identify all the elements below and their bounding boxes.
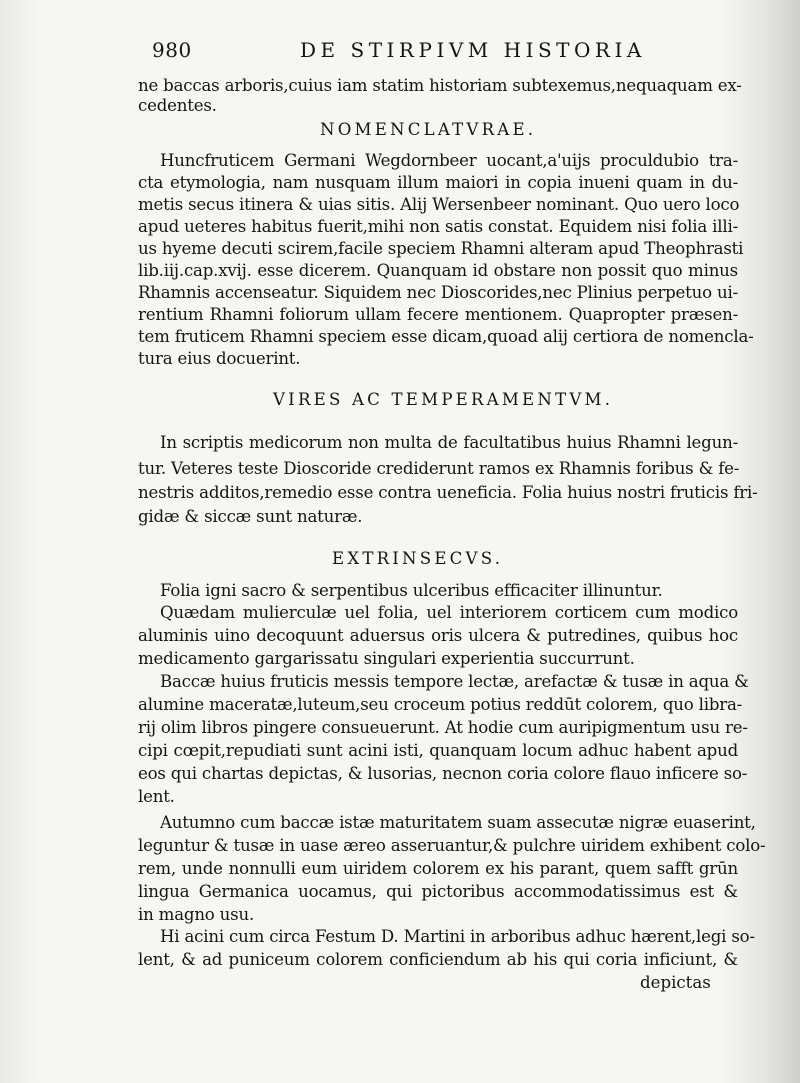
text-line: Rhamnis accenseatur. Siquidem nec Dioscorides,nec Plinius perpetuo ui- bbox=[138, 283, 738, 302]
text-line: ne baccas arboris,cuius iam statim historiam subtexemus,nequaquam ex- bbox=[138, 76, 742, 95]
text-line: nestris additos,remedio esse contra ueneficia. Folia huius nostri fruticis fri- bbox=[138, 483, 758, 502]
text-line: Quædam mulierculæ uel folia, uel interiorem corticem cum modico bbox=[160, 603, 738, 622]
text-line: gidæ & siccæ sunt naturæ. bbox=[138, 507, 363, 526]
running-head bbox=[152, 38, 712, 68]
text-line: Autumno cum baccæ istæ maturitatem suam assecutæ nigræ euaserint, bbox=[160, 813, 756, 832]
catchword: depictas bbox=[640, 973, 711, 992]
text-line: Hi acini cum circa Festum D. Martini in arboribus adhuc hærent,legi so- bbox=[160, 927, 755, 946]
text-line: in magno usu. bbox=[138, 905, 255, 924]
text-line: metis secus itinera & uias sitis. Alij Wersenbeer nominant. Quo uero loco bbox=[138, 195, 740, 214]
text-line: cta etymologia, nam nusquam illum maiori in copia inueni quam in du- bbox=[138, 173, 738, 192]
text-line: Huncfruticem Germani Wegdornbeer uocant,a'uijs proculdubio tra- bbox=[160, 151, 738, 170]
text-line: aluminis uino decoquunt aduersus oris ulcera & putredines, quibus hoc bbox=[138, 626, 738, 645]
text-line: rij olim libros pingere consueuerunt. At hodie cum auripigmentum usu re- bbox=[138, 718, 748, 737]
text-line: rentium Rhamni foliorum ullam fecere mentionem. Quapropter præsen- bbox=[138, 305, 738, 324]
page-number: 980 bbox=[152, 38, 192, 62]
text-line: lib.iij.cap.xvij. esse dicerem. Quanquam id obstare non possit quo minus bbox=[138, 261, 738, 280]
section-heading-vires: VIRES AC TEMPERAMENTVM. bbox=[273, 390, 614, 409]
text-line: us hyeme decuti scirem,facile speciem Rhamni alteram apud Theophrasti bbox=[138, 239, 744, 258]
text-line: lingua Germanica uocamus, qui pictoribus accommodatissimus est & bbox=[138, 882, 738, 901]
text-line: medicamento gargarissatu singulari experientia succurrunt. bbox=[138, 649, 635, 668]
text-line: tur. Veteres teste Dioscoride crediderunt ramos ex Rhamnis foribus & fe- bbox=[138, 459, 740, 478]
text-line: Baccæ huius fruticis messis tempore lectæ, arefactæ & tusæ in aqua & bbox=[160, 672, 749, 691]
text-line: leguntur & tusæ in uase æreo asseruantur,& pulchre uiridem exhibent colo- bbox=[138, 836, 766, 855]
text-line: tura eius docuerint. bbox=[138, 349, 301, 368]
text-line: eos qui chartas depictas, & lusorias, necnon coria colore flauo inficere so- bbox=[138, 764, 748, 783]
section-heading-nomenclature: NOMENCLATVRAE. bbox=[320, 120, 537, 139]
text-line: cipi cœpit,repudiati sunt acini isti, quanquam locum adhuc habent apud bbox=[138, 741, 738, 760]
text-line: tem fruticem Rhamni speciem esse dicam,quoad alij certiora de nomencla- bbox=[138, 327, 754, 346]
text-line: In scriptis medicorum non multa de facultatibus huius Rhamni legun- bbox=[160, 433, 738, 452]
text-line: Folia igni sacro & serpentibus ulceribus efficaciter illinuntur. bbox=[160, 581, 663, 600]
text-line: lent. bbox=[138, 787, 175, 806]
running-title: DE STIRPIVM HISTORIA bbox=[300, 38, 646, 62]
text-line: cedentes. bbox=[138, 96, 217, 115]
text-line: lent, & ad puniceum colorem conficiendum ab his qui coria inficiunt, & bbox=[138, 950, 738, 969]
text-line: alumine maceratæ,luteum,seu croceum potius reddūt colorem, quo libra- bbox=[138, 695, 743, 714]
section-heading-extrinsecus: EXTRINSECVS. bbox=[332, 549, 504, 568]
text-line: rem, unde nonnulli eum uiridem colorem ex his parant, quem safft grūn bbox=[138, 859, 738, 878]
text-line: apud ueteres habitus fuerit,mihi non satis constat. Equidem nisi folia illi- bbox=[138, 217, 738, 236]
